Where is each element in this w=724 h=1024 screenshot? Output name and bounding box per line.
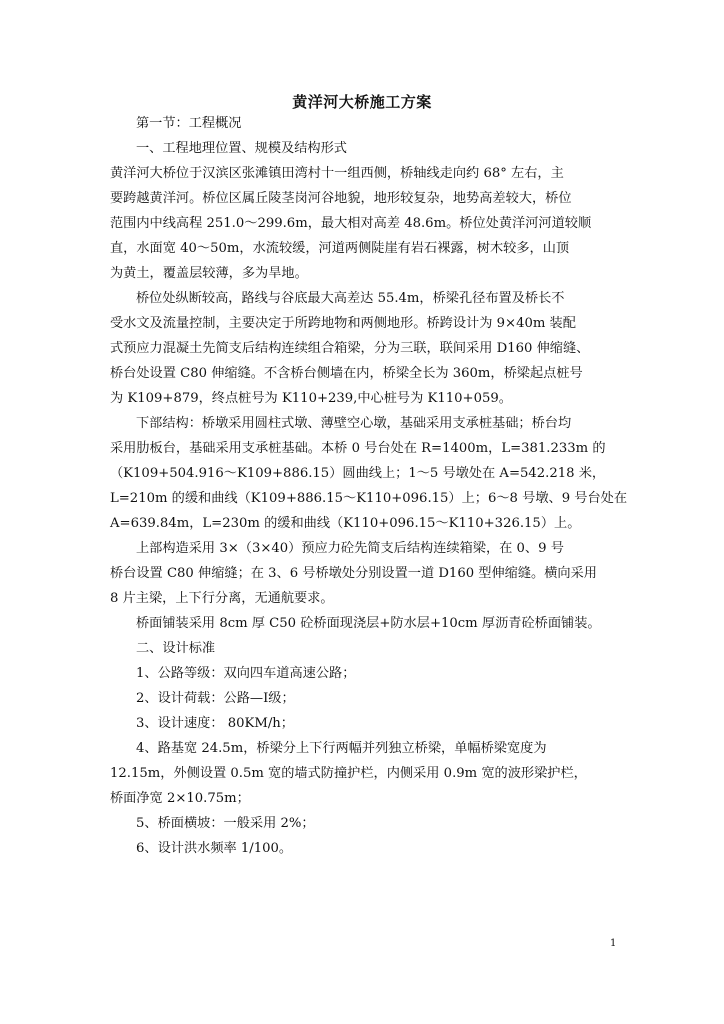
paragraph-line: 采用肋板台，基础采用支承桩基础。本桥 0 号台处在 R=1400m，L=381.233m 的 bbox=[110, 441, 606, 456]
list-item: 1、公路等级：双向四车道高速公路； bbox=[136, 666, 356, 681]
list-item: 2、设计荷载：公路—Ⅰ级； bbox=[136, 691, 295, 706]
paragraph-line: 上部构造采用 3×（3×40）预应力砼先简支后结构连续箱梁，在 0、9 号 bbox=[136, 541, 564, 556]
paragraph-line: 桥面铺装采用 8cm 厚 C50 砼桥面现浇层+防水层+10cm 厚沥青砼桥面铺装。 bbox=[136, 616, 601, 631]
paragraph-line: 桥台设置 C80 伸缩缝；在 3、6 号桥墩处分别设置一道 D160 型伸缩缝。横向采用 bbox=[110, 566, 597, 581]
document-title: 黄洋河大桥施工方案 bbox=[292, 93, 432, 111]
list-item: 5、桥面横坡：一般采用 2%； bbox=[136, 816, 315, 831]
paragraph-line: 为黄土，覆盖层较薄，多为旱地。 bbox=[110, 266, 308, 281]
list-item: 6、设计洪水频率 1/100。 bbox=[136, 841, 293, 856]
paragraph-line: 桥台处设置 C80 伸缩缝。不含桥台侧墙在内，桥梁全长为 360m，桥梁起点桩号 bbox=[110, 366, 583, 381]
paragraph-line: 8 片主梁，上下行分离，无通航要求。 bbox=[110, 591, 334, 606]
list-item: 3、设计速度： 80KM/h； bbox=[136, 716, 294, 731]
paragraph-line: 为 K109+879，终点桩号为 K110+239,中心桩号为 K110+059。 bbox=[110, 391, 512, 406]
paragraph-line: （K109+504.916～K109+886.15）圆曲线上；1～5 号墩处在 A=542.218 米， bbox=[110, 466, 606, 481]
paragraph-line: L=210m 的缓和曲线（K109+886.15～K110+096.15）上；6～8 号墩、9 号台处在 bbox=[110, 491, 628, 506]
subsection-heading: 二、设计标准 bbox=[136, 641, 216, 656]
paragraph-line: 要跨越黄洋河。桥位区属丘陵茎岗河谷地貌，地形较复杂，地势高差较大，桥位 bbox=[110, 191, 572, 206]
paragraph-line: 范围内中线高程 251.0～299.6m，最大相对高差 48.6m。桥位处黄洋河河道较顺 bbox=[110, 216, 592, 231]
paragraph-line: A=639.84m，L=230m 的缓和曲线（K110+096.15～K110+326.15）上。 bbox=[110, 516, 581, 531]
list-item: 4、路基宽 24.5m，桥梁分上下行两幅并列独立桥梁，单幅桥梁宽度为 bbox=[136, 741, 547, 756]
subsection-heading: 一、工程地理位置、规模及结构形式 bbox=[136, 141, 347, 156]
paragraph-line: 桥位处纵断较高，路线与谷底最大高差达 55.4m，桥梁孔径布置及桥长不 bbox=[136, 291, 565, 306]
paragraph-line: 下部结构：桥墩采用圆柱式墩、薄壁空心墩，基础采用支承桩基础；桥台均 bbox=[136, 416, 572, 431]
page-number: 1 bbox=[610, 938, 617, 949]
list-item-continuation: 桥面净宽 2×10.75m； bbox=[110, 791, 250, 806]
paragraph-line: 受水文及流量控制，主要决定于所跨地物和两侧地形。桥跨设计为 9×40m 装配 bbox=[110, 316, 576, 331]
section-heading: 第一节：工程概况 bbox=[136, 116, 242, 131]
list-item-continuation: 12.15m，外侧设置 0.5m 宽的墙式防撞护栏，内侧采用 0.9m 宽的波形梁护栏， bbox=[110, 766, 587, 781]
paragraph-line: 黄洋河大桥位于汉滨区张滩镇田湾村十一组西侧，桥轴线走向约 68° 左右，主 bbox=[110, 166, 564, 181]
paragraph-line: 式预应力混凝土先简支后结构连续组合箱梁，分为三联，联间采用 D160 伸缩缝、 bbox=[110, 341, 590, 356]
paragraph-line: 直，水面宽 40～50m，水流较缓，河道两侧陡崖有岩石裸露，树木较多，山顶 bbox=[110, 241, 570, 256]
